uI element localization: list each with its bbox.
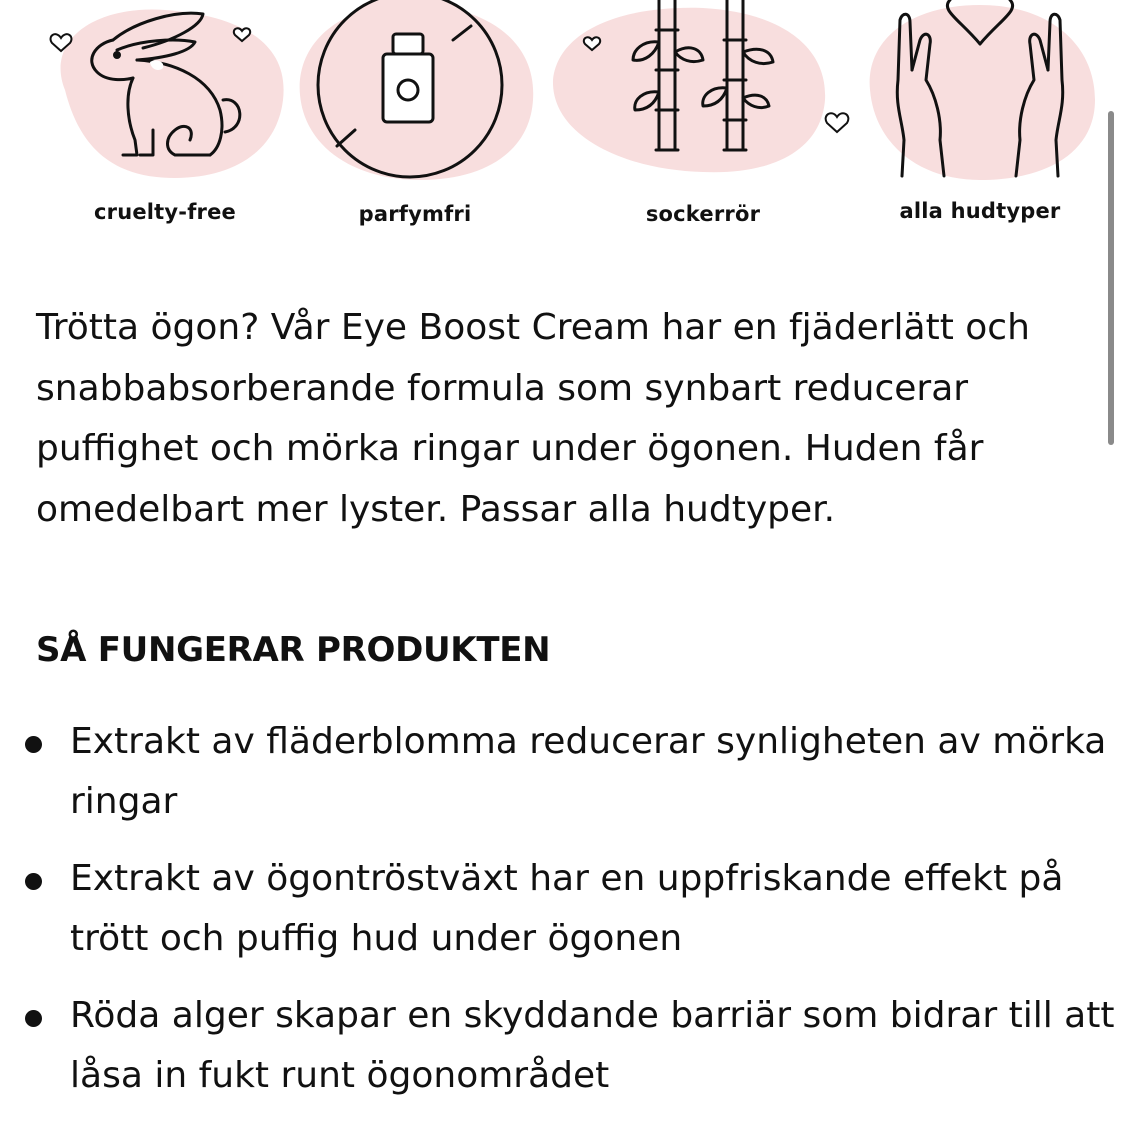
list-item <box>0 986 1115 1106</box>
rabbit-icon <box>25 0 305 200</box>
bullet-icon <box>25 736 42 753</box>
bullet-icon <box>25 1010 42 1027</box>
feature-label: cruelty-free <box>93 200 237 224</box>
feature-label: sockerrör <box>645 202 761 226</box>
bullet-icon <box>25 873 42 890</box>
section-heading: SÅ FUNGERAR PRODUKTEN <box>36 630 551 670</box>
product-description: Trötta ögon? Vår Eye Boost Cream har en fjäderlätt och snabbabsorberande formula som synbart reducerar puffighet och mörka ringar under ögonen. Huden får omedelbart mer lyster. Passar alla hudtyper. <box>36 307 1030 530</box>
feature-sockerror <box>563 0 843 250</box>
feature-parfymfri <box>275 0 555 250</box>
feature-label: alla hudtyper <box>899 199 1061 223</box>
hands-heart-icon <box>840 0 1120 200</box>
feature-alla-hudtyper <box>840 0 1120 250</box>
feature-icons-row <box>0 0 1125 260</box>
feature-label: parfymfri <box>358 202 472 226</box>
scrollbar-thumb[interactable] <box>1108 111 1114 445</box>
sugarcane-icon <box>563 0 843 200</box>
list-item <box>0 712 1115 832</box>
list-item-text: Extrakt av ögontröstväxt har en uppfriskande effekt på trött och puffig hud under ögonen <box>70 858 1064 959</box>
feature-cruelty-free <box>25 0 305 250</box>
benefit-list <box>0 712 1125 1123</box>
list-item-text: Röda alger skapar en skyddande barriär som bidrar till att låsa in fukt runt ögonområdet <box>70 995 1115 1096</box>
list-item-text: Extrakt av fläderblomma reducerar synligheten av mörka ringar <box>70 721 1107 822</box>
no-perfume-icon <box>275 0 555 200</box>
list-item <box>0 849 1115 969</box>
